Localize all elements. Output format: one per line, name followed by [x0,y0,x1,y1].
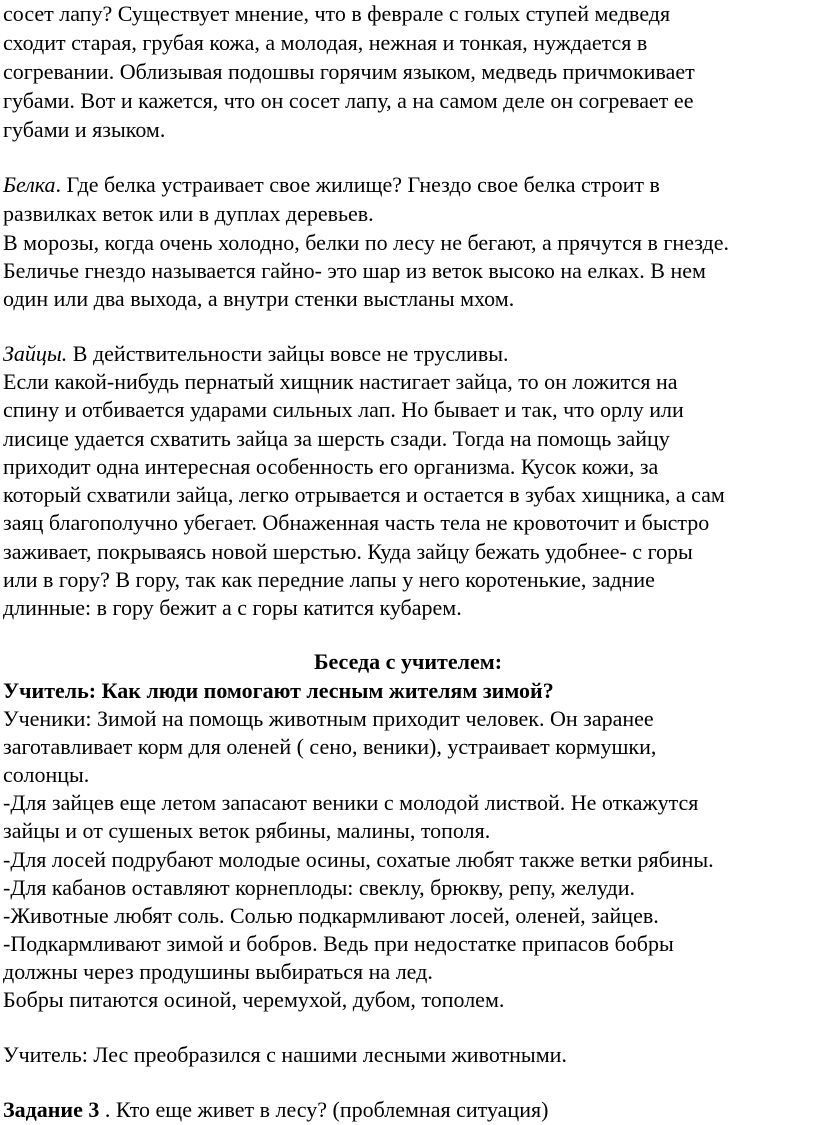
task-line [3,1096,548,1123]
hares-line-7: заяц благополучно убегает. Обнаженная часть тела не кровоточит и быстро [3,510,710,535]
task-text: . Кто еще живет в лесу? (проблемная ситуация) [99,1097,549,1122]
conversation-line-1: Ученики: Зимой на помощь животным приходит человек. Он заранее [3,706,654,731]
bear-line-5: губами и языком. [3,117,166,142]
squirrel-line-2: развилках веток или в дуплах деревьев. [3,201,374,226]
squirrel-line-3: В морозы, когда очень холодно, белки по лесу не бегают, а прячутся в гнезде. [3,230,729,255]
hares-line-9: или в гору? В гору, так как передние лапы у него коротенькие, задние [3,567,655,592]
task-label: Задание 3 [3,1097,100,1122]
bear-line-4: губами. Вот и кажется, что он сосет лапу, а на самом деле он согревает ее [3,88,694,113]
squirrel-line-1-text: . Где белка устраивает свое жилище? Гнездо свое белка строит в [55,172,660,197]
squirrel-title: Белка [3,172,56,197]
hares-title: Зайцы. [3,341,68,366]
squirrel-line-5: один или два выхода, а внутри стенки выстланы мхом. [3,286,515,311]
conversation-line-3: солонцы. [3,762,90,787]
conversation-line-8: -Животные любят соль. Солью подкармливают лосей, оленей, зайцев. [3,903,659,928]
conversation-line-4: -Для зайцев еще летом запасают веники с молодой листвой. Не откажутся [3,790,699,815]
hares-line-8: заживает, покрываясь новой шерстью. Куда зайцу бежать удобнее- с горы [3,539,693,564]
conversation-line-7: -Для кабанов оставляют корнеплоды: свеклу, брюкву, репу, желуди. [3,875,635,900]
squirrel-line-1 [3,171,660,198]
conversation-line-9: -Подкармливают зимой и бобров. Ведь при недостатке припасов бобры [3,931,674,956]
hares-line-10: длинные: в гору бежит а с горы катится кубарем. [3,595,462,620]
conversation-line-2: заготавливает корм для оленей ( сено, веники), устраивает кормушки, [3,734,657,759]
bear-line-3: согревании. Облизывая подошвы горячим языком, медведь причмокивает [3,59,695,84]
squirrel-line-4: Беличье гнездо называется гайно- это шар из веток высоко на елках. В нем [3,258,706,283]
teacher-closing: Учитель: Лес преобразился с нашими лесными животными. [3,1042,567,1067]
hares-line-4: лисице удается схватить зайца за шерсть сзади. Тогда на помощь зайцу [3,426,670,451]
conversation-line-10: должны через продушины выбираться на лед. [3,959,433,984]
conversation-line-5: зайцы и от сушеных веток рябины, малины, тополя. [3,818,491,843]
hares-line-1-text: В действительности зайцы вовсе не трусливы. [67,341,509,366]
hares-line-2: Если какой-нибудь пернатый хищник настигает зайца, то он ложится на [3,369,678,394]
hares-line-5: приходит одна интересная особенность его организма. Кусок кожи, за [3,454,659,479]
teacher-question: Учитель: Как люди помогают лесным жителям зимой? [3,678,554,703]
conversation-heading: Беседа с учителем: [313,649,503,674]
conversation-line-6: -Для лосей подрубают молодые осины, сохатые любят также ветки рябины. [3,847,714,872]
hares-line-1 [3,340,509,367]
bear-line-2: сходит старая, грубая кожа, а молодая, нежная и тонкая, нуждается в [3,30,648,55]
hares-line-6: который схватили зайца, легко отрывается и остается в зубах хищника, а сам [3,482,725,507]
conversation-line-11: Бобры питаются осиной, черемухой, дубом, тополем. [3,987,505,1012]
hares-line-3: спину и отбивается ударами сильных лап. Но бывает и так, что орлу или [3,397,684,422]
bear-line-1: сосет лапу? Существует мнение, что в феврале с голых ступей медведя [3,1,671,26]
